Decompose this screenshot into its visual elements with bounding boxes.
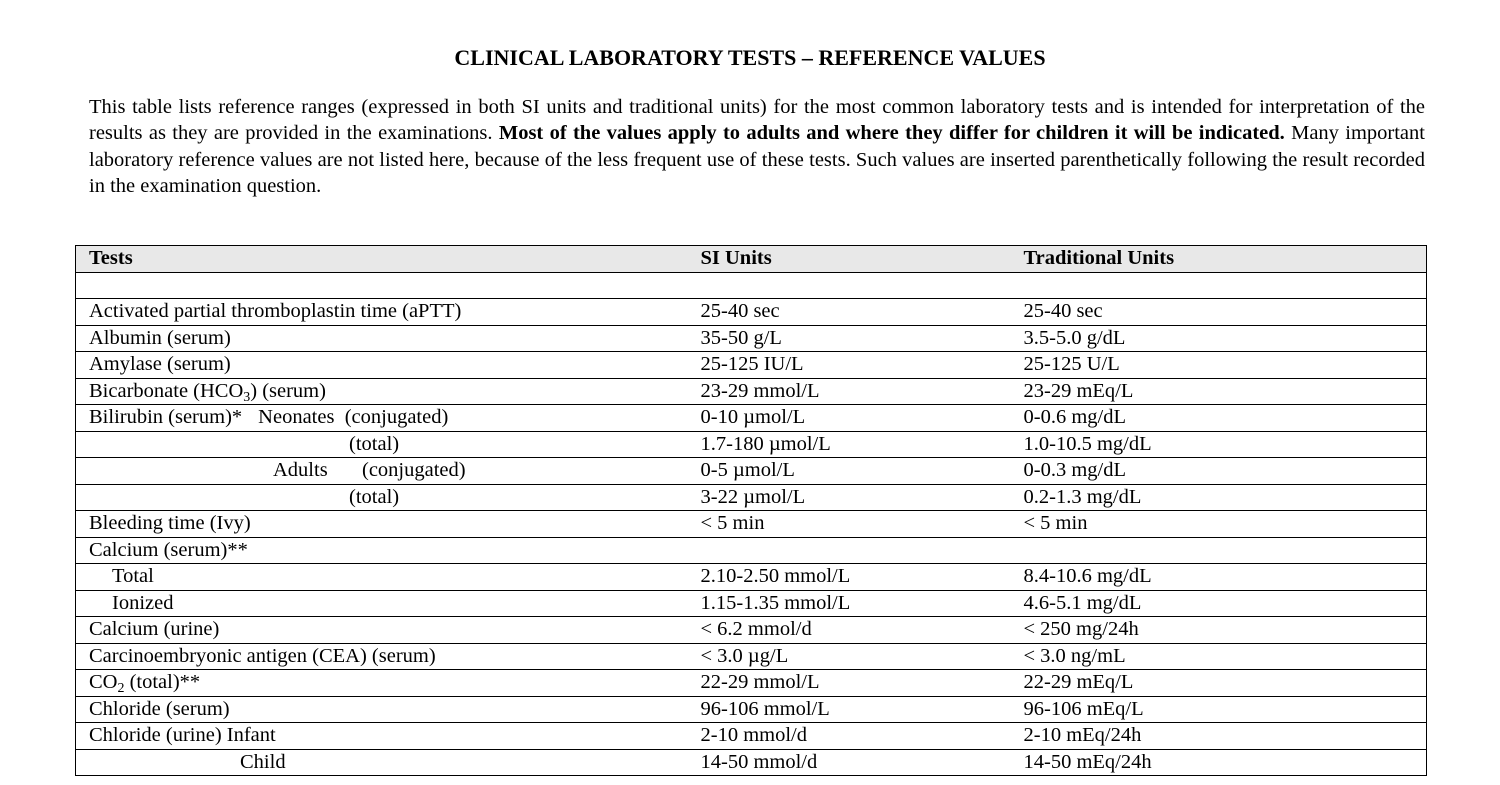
test-name-subscript: 3 [243, 389, 251, 405]
si-value [688, 537, 1011, 564]
intro-text-bold: Most of the values apply to adults and where they differ for children it will be indicated. [498, 122, 1285, 145]
traditional-value: 0-0.3 mg/dL [1011, 458, 1427, 485]
si-value: 3-22 µmol/L [688, 484, 1011, 511]
traditional-value: 1.0-10.5 mg/dL [1011, 431, 1427, 458]
si-value: 1.7-180 µmol/L [688, 431, 1011, 458]
test-name-main: Bilirubin (serum)* [89, 406, 243, 428]
header-tests: Tests [76, 246, 688, 273]
si-value: 2-10 mmol/d [688, 723, 1011, 750]
traditional-value: 4.6-5.1 mg/dL [1011, 590, 1427, 617]
table-row [76, 431, 1427, 458]
si-value: 25-125 IU/L [688, 352, 1011, 379]
table-row [76, 458, 1427, 485]
test-name [76, 378, 688, 405]
test-name-subscript: 2 [117, 681, 125, 697]
test-name [76, 405, 688, 432]
si-value: 1.15-1.35 mmol/L [688, 590, 1011, 617]
traditional-value: < 3.0 ng/mL [1011, 643, 1427, 670]
spacer-cell [688, 272, 1011, 299]
table-row-spacer [76, 272, 1427, 299]
test-name: Bleeding time (Ivy) [76, 511, 688, 538]
test-name: Calcium (serum)** [76, 537, 688, 564]
traditional-value: 14-50 mEq/24h [1011, 749, 1427, 776]
test-qualifier: (total) [349, 432, 400, 455]
test-qualifier: (conjugated) [362, 459, 466, 481]
test-name-part: ) (serum) [250, 379, 326, 402]
table-row [76, 325, 1427, 352]
test-group-label: Neonates [258, 406, 335, 428]
table-row [76, 511, 1427, 538]
test-name-part: CO [89, 671, 118, 693]
si-value: 2.10-2.50 mmol/L [688, 564, 1011, 591]
traditional-value: 3.5-5.0 g/dL [1011, 325, 1427, 352]
document-title: CLINICAL LABORATORY TESTS – REFERENCE VALUES [454, 45, 1046, 70]
traditional-value: < 5 min [1011, 511, 1427, 538]
test-name [76, 749, 688, 776]
traditional-value: 96-106 mEq/L [1011, 696, 1427, 723]
test-name: Chloride (serum) [76, 696, 688, 723]
traditional-value: 23-29 mEq/L [1011, 378, 1427, 405]
intro-text-1: This table lists reference ranges (expressed in both SI units and traditional units) for the most common laboratory tests and is intended for interpretation of the results as they are provided in the examinations. [89, 96, 1425, 145]
traditional-value: 25-40 sec [1011, 299, 1427, 326]
test-qualifier: (conjugated) [344, 406, 449, 428]
table-row [76, 484, 1427, 511]
header-traditional-units: Traditional Units [1011, 246, 1427, 273]
si-value: 23-29 mmol/L [688, 378, 1011, 405]
si-value: 35-50 g/L [688, 325, 1011, 352]
test-name: Carcinoembryonic antigen (CEA) (serum) [76, 643, 688, 670]
table-row [76, 590, 1427, 617]
table-row [76, 405, 1427, 432]
table-row [76, 564, 1427, 591]
table-row [76, 670, 1427, 697]
header-si-units: SI Units [688, 246, 1011, 273]
table-row [76, 299, 1427, 326]
traditional-value: 22-29 mEq/L [1011, 670, 1427, 697]
test-name: Activated partial thromboplastin time (aPTT) [76, 299, 688, 326]
table-row [76, 378, 1427, 405]
spacer-cell [1011, 272, 1427, 299]
test-name [76, 431, 688, 458]
si-value: < 3.0 µg/L [688, 643, 1011, 670]
table-row [76, 617, 1427, 644]
table-row [76, 537, 1427, 564]
table-row [76, 643, 1427, 670]
test-name-part: Bicarbonate (HCO [89, 379, 244, 402]
si-value: < 6.2 mmol/d [688, 617, 1011, 644]
table-row [76, 696, 1427, 723]
table-row [76, 352, 1427, 379]
test-name: Albumin (serum) [76, 325, 688, 352]
spacer-cell [76, 272, 688, 299]
intro-text-2: Many important laboratory reference values are not listed here, because of the less frequent use of these tests. Such values are inserted parenthetically following the result recorded in the examination question. [89, 122, 1425, 197]
test-name: Chloride (urine) Infant [76, 723, 688, 750]
si-value: < 5 min [688, 511, 1011, 538]
test-name: Ionized [76, 590, 688, 617]
test-group-label: Adults [273, 459, 328, 481]
test-name-part: (total)** [124, 671, 201, 693]
traditional-value: 2-10 mEq/24h [1011, 723, 1427, 750]
test-name: Total [76, 564, 688, 591]
traditional-value [1011, 537, 1427, 564]
si-value: 25-40 sec [688, 299, 1011, 326]
table-header-row [76, 246, 1427, 273]
traditional-value: < 250 mg/24h [1011, 617, 1427, 644]
test-qualifier: (total) [349, 485, 400, 508]
reference-values-table [75, 245, 1427, 776]
test-name: Amylase (serum) [76, 352, 688, 379]
intro-paragraph [89, 94, 1425, 199]
si-value: 0-10 µmol/L [688, 405, 1011, 432]
traditional-value: 8.4-10.6 mg/dL [1011, 564, 1427, 591]
test-name [76, 670, 688, 697]
table-row [76, 749, 1427, 776]
test-group-label: Child [240, 750, 286, 773]
si-value: 14-50 mmol/d [688, 749, 1011, 776]
traditional-value: 0-0.6 mg/dL [1011, 405, 1427, 432]
traditional-value: 0.2-1.3 mg/dL [1011, 484, 1427, 511]
test-name [76, 458, 688, 485]
si-value: 22-29 mmol/L [688, 670, 1011, 697]
si-value: 96-106 mmol/L [688, 696, 1011, 723]
table-row [76, 723, 1427, 750]
si-value: 0-5 µmol/L [688, 458, 1011, 485]
traditional-value: 25-125 U/L [1011, 352, 1427, 379]
test-name [76, 484, 688, 511]
test-name: Calcium (urine) [76, 617, 688, 644]
